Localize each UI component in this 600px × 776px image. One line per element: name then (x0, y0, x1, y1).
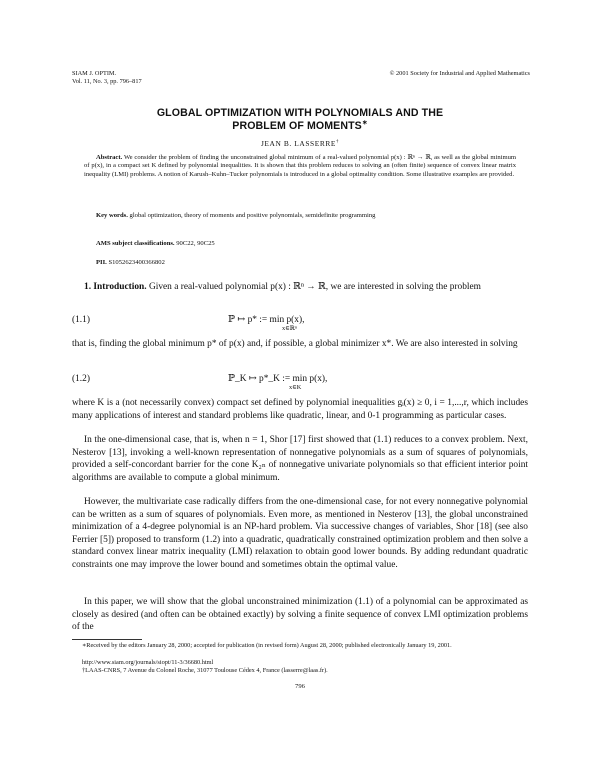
equation-1-2-subscript: x∈K (289, 384, 302, 391)
abstract-label: Abstract. (96, 154, 123, 161)
equation-1-1-subscript: x∈ℝⁿ (282, 325, 298, 332)
title-line-2-text: PROBLEM OF MOMENTS (232, 120, 362, 132)
section-heading: 1. Introduction. (84, 282, 147, 292)
journal-volume: Vol. 11, No. 3, pp. 796–817 (72, 78, 142, 85)
equation-1-2-body: ℙ_K ↦ p*_K := min p(x), (228, 374, 328, 384)
keywords-text: global optimization, theory of moments and positive polynomials, semidefinite programming (129, 212, 376, 219)
intro-text: Given a real-valued polynomial p(x) : ℝⁿ → ℝ, we are interested in solving the problem (148, 282, 481, 292)
copyright-notice: © 2001 Society for Industrial and Applied Mathematics (389, 70, 530, 77)
footnote-rule (72, 639, 142, 640)
journal-name: SIAM J. OPTIM. (72, 70, 117, 77)
paragraph-3: However, the multivariate case radically differs from the one-dimensional case, for not every nonnegative polynomial can be written as a sum of squares of polynomials. Even more, as mentioned in Nesterov [13], the global unconstrained minimization of a 4-degree polynomial is an NP-hard problem. Via successive changes of variables, Shor [18] (see also Ferrier [5]) proposed to transform (1.2) into a quadratic, quadratically constrained optimization problem and then solve a standard convex linear matrix inequality (LMI) relaxation to obtain good lower bounds. By adding redundant quadratic constraints one may improve the lower bound and sometimes obtain the optimal value. (72, 497, 528, 570)
paragraph-4: In this paper, we will show that the global unconstrained minimization (1.1) of a polynomial can be approximated as closely as desired (and often can be obtained exactly) by solving a finite sequence of convex LMI optimization problems of the (72, 597, 528, 632)
ams-codes: 90C22, 90C25 (176, 240, 215, 247)
ams-classifications (96, 240, 215, 248)
equation-1-2-number: (1.2) (72, 374, 90, 384)
intro-paragraph (72, 281, 528, 294)
pii-label: PII. (96, 259, 107, 266)
keywords (84, 212, 516, 220)
keywords-label: Key words. (96, 212, 128, 219)
abstract (84, 154, 516, 179)
equation-1-1-number: (1.1) (72, 315, 90, 325)
title-line-2 (72, 120, 528, 133)
page-number: 796 (295, 683, 305, 690)
footnote-received: ∗Received by the editors January 28, 2000; accepted for publication (in revised form) August 28, 2000; published electronically January 19, 2001. (82, 642, 452, 649)
pii-value: S1052623400366802 (108, 259, 165, 266)
equation-1-2 (228, 373, 327, 385)
ams-label: AMS subject classifications. (96, 240, 175, 247)
paragraph-2: In the one-dimensional case, that is, when n = 1, Shor [17] first showed that (1.1) reduces to a convex problem. Next, Nesterov [13], invoking a well-known representation of nonnegative polynomials as a sum of squares of polynomials, provided a self-concordant barrier for the cone K₂ₙ of nonnegative univariate polynomials so that efficient interior point algorithms are available to compute a global minimum. (72, 435, 528, 483)
paragraph-1: where K is a (not necessarily convex) compact set defined by polynomial inequalities gᵢ(x) ≥ 0, i = 1,...,r, which includes many applications of interest and standard problems like quadratic, linear, and 0-1 programming as particular cases. (72, 398, 528, 421)
title-footnote-mark: ∗ (361, 119, 368, 127)
pii (96, 259, 165, 267)
author-line (72, 139, 528, 148)
footnote-url[interactable]: http://www.siam.org/journals/siopt/11-3/36680.html (82, 659, 214, 666)
paper-title (72, 107, 528, 133)
abstract-text: We consider the problem of finding the unconstrained global minimum of a real-valued polynomial p(x) : ℝⁿ → ℝ, as well as the global minimum of p(x), in a compact set K defined by polynomial inequalities. It is shown that this problem reduces to solving an (often finite) sequence of convex linear matrix inequality (LMI) problems. A notion of Karush–Kuhn–Tucker polynomials is introduced in a global optimality condition. Some illustrative examples are provided. (84, 154, 517, 178)
author-footnote-mark: † (336, 139, 340, 145)
author-name: JEAN B. LASSERRE (260, 139, 337, 148)
equation-1-1-body: ℙ ↦ p* := min p(x), (228, 315, 305, 325)
title-line-1: GLOBAL OPTIMIZATION WITH POLYNOMIALS AND THE (156, 107, 444, 119)
after-eq1-paragraph: that is, finding the global minimum p* of p(x) and, if possible, a global minimizer x*. We are also interested in solving (72, 339, 518, 349)
footnote-affiliation: †LAAS-CNRS, 7 Avenue du Colonel Roche, 31077 Toulouse Cédex 4, France (lasserre@laas.fr). (82, 667, 328, 674)
